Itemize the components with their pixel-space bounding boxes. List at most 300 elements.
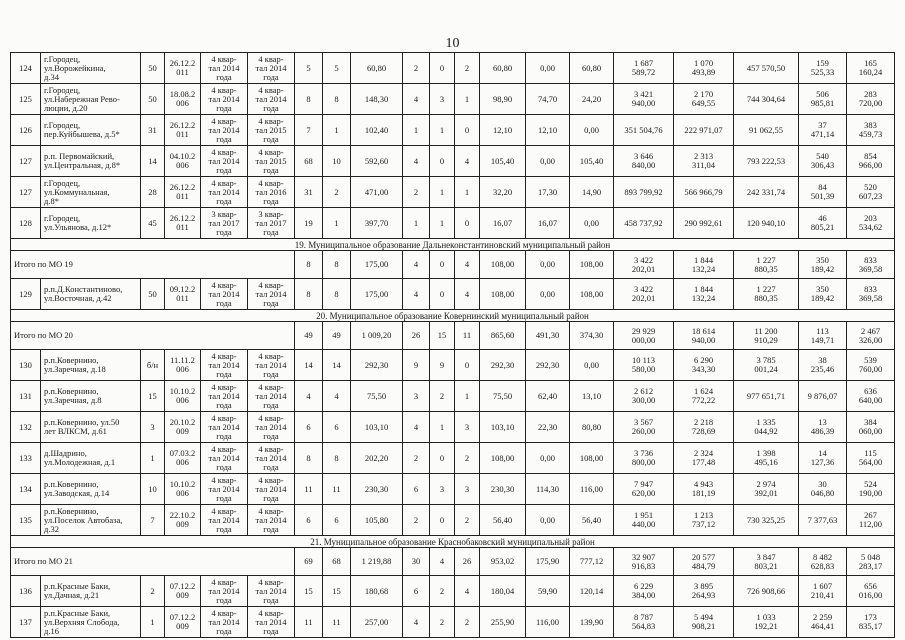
value-cell: 4 xyxy=(403,279,430,310)
value-cell: 2 324 177,48 xyxy=(674,443,734,474)
value-cell: 105,40 xyxy=(480,146,526,177)
value-cell: 15 xyxy=(295,576,323,607)
address-cell: р.п.Ковернино, ул.Заречная, д.8 xyxy=(41,381,141,412)
value-cell: 2 xyxy=(403,177,430,208)
value-cell: 60,80 xyxy=(351,53,403,84)
value-cell: 16,07 xyxy=(480,208,526,239)
value-cell: 4 xyxy=(403,84,430,115)
value-cell: 30 046,80 xyxy=(799,474,847,505)
value-cell: 75,50 xyxy=(480,381,526,412)
end-period-cell: 4 квар- тал 2014 года xyxy=(248,412,295,443)
year-cell: 10 xyxy=(141,474,165,505)
value-cell: 2 xyxy=(403,443,430,474)
row-number-cell: 126 xyxy=(11,115,41,146)
table-row xyxy=(11,146,895,177)
value-cell: 8 xyxy=(295,279,323,310)
value-cell: 7 xyxy=(295,115,323,146)
value-cell: 6 xyxy=(295,505,323,536)
start-period-cell: 4 квар- тал 2014 года xyxy=(201,474,248,505)
value-cell: 0 xyxy=(455,208,480,239)
value-cell: 1 624 772,22 xyxy=(674,381,734,412)
end-period-cell: 4 квар- тал 2014 года xyxy=(248,474,295,505)
value-cell: 7 947 620,00 xyxy=(614,474,674,505)
total-label: Итого по МО 19 xyxy=(11,251,295,279)
value-cell: 202,20 xyxy=(351,443,403,474)
value-cell: 4 xyxy=(455,279,480,310)
address-cell: г.Городец, ул.Набережная Рево- люции, д.20 xyxy=(41,84,141,115)
year-cell: 1 xyxy=(141,607,165,638)
value-cell: 8 xyxy=(323,84,351,115)
address-cell: г.Городец, ул.Ворожейкина, д.34 xyxy=(41,53,141,84)
start-period-cell: 4 квар- тал 2014 года xyxy=(201,84,248,115)
value-cell: 19 xyxy=(295,208,323,239)
value-cell: 3 785 001,24 xyxy=(734,350,799,381)
value-cell: 1 xyxy=(455,177,480,208)
value-cell: 68 xyxy=(323,548,351,576)
address-cell: р.п.Ковернино, ул.Заречная, д.18 xyxy=(41,350,141,381)
value-cell: 5 494 908,21 xyxy=(674,607,734,638)
value-cell: 18 614 940,00 xyxy=(674,322,734,350)
start-period-cell: 4 квар- тал 2014 года xyxy=(201,443,248,474)
year-cell: 2 xyxy=(141,576,165,607)
value-cell: 1 687 589,72 xyxy=(614,53,674,84)
year-cell: 50 xyxy=(141,53,165,84)
value-cell: 30 xyxy=(403,548,430,576)
table-row xyxy=(11,505,895,536)
value-cell: 1 398 495,16 xyxy=(734,443,799,474)
value-cell: 2 467 326,00 xyxy=(847,322,895,350)
value-cell: 24,20 xyxy=(570,84,614,115)
value-cell: 350 189,42 xyxy=(799,251,847,279)
value-cell: 292,30 xyxy=(351,350,403,381)
value-cell: 37 471,14 xyxy=(799,115,847,146)
value-cell: 9 876,07 xyxy=(799,381,847,412)
value-cell: 777,12 xyxy=(570,548,614,576)
value-cell: 175,90 xyxy=(526,548,570,576)
start-period-cell: 3 квар- тал 2017 года xyxy=(201,208,248,239)
value-cell: 865,60 xyxy=(480,322,526,350)
table-row xyxy=(11,208,895,239)
value-cell: 68 xyxy=(295,146,323,177)
section-header-row xyxy=(11,536,895,548)
value-cell: 180,04 xyxy=(480,576,526,607)
value-cell: 1 xyxy=(455,381,480,412)
date-cell: 22.10.2 009 xyxy=(165,505,201,536)
value-cell: 113 149,71 xyxy=(799,322,847,350)
value-cell: 8 xyxy=(323,279,351,310)
value-cell: 1 xyxy=(403,208,430,239)
value-cell: 91 062,55 xyxy=(734,115,799,146)
address-cell: г.Городец, ул.Коммунальная, д.8* xyxy=(41,177,141,208)
value-cell: 383 459,73 xyxy=(847,115,895,146)
value-cell: 222 971,07 xyxy=(674,115,734,146)
value-cell: 84 501,39 xyxy=(799,177,847,208)
value-cell: 11 xyxy=(295,607,323,638)
value-cell: 1 xyxy=(430,177,455,208)
value-cell: 566 966,79 xyxy=(674,177,734,208)
value-cell: 6 xyxy=(403,474,430,505)
address-cell: г.Городец, ул.Ульянова, д.12* xyxy=(41,208,141,239)
table-row xyxy=(11,474,895,505)
value-cell: 2 xyxy=(455,505,480,536)
value-cell: 3 xyxy=(430,474,455,505)
address-cell: р.п. Первомайский, ул.Центральная, д.8* xyxy=(41,146,141,177)
value-cell: 6 xyxy=(403,576,430,607)
value-cell: 4 xyxy=(430,548,455,576)
value-cell: 203 534,62 xyxy=(847,208,895,239)
value-cell: 108,00 xyxy=(570,251,614,279)
value-cell: 8 xyxy=(295,84,323,115)
page-number: 10 xyxy=(445,36,460,51)
value-cell: 103,10 xyxy=(351,412,403,443)
resettlement-table xyxy=(10,52,895,638)
value-cell: 4 xyxy=(455,251,480,279)
value-cell: 26 xyxy=(455,548,480,576)
value-cell: 2 xyxy=(323,177,351,208)
date-cell: 20.10.2 009 xyxy=(165,412,201,443)
value-cell: 105,40 xyxy=(570,146,614,177)
value-cell: 12,10 xyxy=(480,115,526,146)
value-cell: 0,00 xyxy=(570,115,614,146)
value-cell: 730 325,25 xyxy=(734,505,799,536)
value-cell: 292,30 xyxy=(526,350,570,381)
value-cell: 60,80 xyxy=(570,53,614,84)
date-cell: 09.12.2 011 xyxy=(165,279,201,310)
value-cell: 173 835,17 xyxy=(847,607,895,638)
value-cell: 49 xyxy=(323,322,351,350)
value-cell: 3 422 202,01 xyxy=(614,251,674,279)
value-cell: 539 760,00 xyxy=(847,350,895,381)
value-cell: 0 xyxy=(430,251,455,279)
value-cell: 3 646 840,00 xyxy=(614,146,674,177)
value-cell: 108,00 xyxy=(480,443,526,474)
value-cell: 180,68 xyxy=(351,576,403,607)
value-cell: 350 189,42 xyxy=(799,279,847,310)
address-cell: р.п.Д.Константиново, ул.Восточная, д.42 xyxy=(41,279,141,310)
end-period-cell: 4 квар- тал 2015 года xyxy=(248,115,295,146)
value-cell: 2 974 392,01 xyxy=(734,474,799,505)
value-cell: 0,00 xyxy=(526,443,570,474)
end-period-cell: 4 квар- тал 2014 года xyxy=(248,576,295,607)
value-cell: 5 xyxy=(323,53,351,84)
value-cell: 4 xyxy=(403,251,430,279)
value-cell: 255,90 xyxy=(480,607,526,638)
value-cell: 13,10 xyxy=(570,381,614,412)
value-cell: 0 xyxy=(455,350,480,381)
value-cell: 59,90 xyxy=(526,576,570,607)
table-row xyxy=(11,443,895,474)
table-row xyxy=(11,412,895,443)
date-cell: 10.10.2 006 xyxy=(165,381,201,412)
value-cell: 175,00 xyxy=(351,251,403,279)
value-cell: 74,70 xyxy=(526,84,570,115)
value-cell: 1 070 493,89 xyxy=(674,53,734,84)
section-title: 20. Муниципальное образование Ковернинский муниципальный район xyxy=(11,310,895,322)
value-cell: 4 943 181,19 xyxy=(674,474,734,505)
value-cell: 102,40 xyxy=(351,115,403,146)
value-cell: 592,60 xyxy=(351,146,403,177)
value-cell: 60,80 xyxy=(480,53,526,84)
value-cell: 2 313 311,04 xyxy=(674,146,734,177)
total-label: Итого по МО 21 xyxy=(11,548,295,576)
value-cell: 230,30 xyxy=(480,474,526,505)
value-cell: 75,50 xyxy=(351,381,403,412)
value-cell: 115 564,00 xyxy=(847,443,895,474)
value-cell: 6 290 343,30 xyxy=(674,350,734,381)
value-cell: 56,40 xyxy=(480,505,526,536)
value-cell: 6 xyxy=(323,505,351,536)
address-cell: р.п.Ковернино, ул.50 лет ВЛКСМ, д.61 xyxy=(41,412,141,443)
value-cell: 471,00 xyxy=(351,177,403,208)
value-cell: 257,00 xyxy=(351,607,403,638)
end-period-cell: 4 квар- тал 2016 года xyxy=(248,177,295,208)
value-cell: 833 369,58 xyxy=(847,279,895,310)
value-cell: 3 736 800,00 xyxy=(614,443,674,474)
value-cell: 29 929 000,00 xyxy=(614,322,674,350)
value-cell: 1 844 132,24 xyxy=(674,251,734,279)
date-cell: 11.11.2 006 xyxy=(165,350,201,381)
start-period-cell: 4 квар- тал 2014 года xyxy=(201,505,248,536)
value-cell: 0 xyxy=(430,279,455,310)
value-cell: 242 331,74 xyxy=(734,177,799,208)
address-cell: р.п.Ковернино, ул.Поселок Автобаза, д.32 xyxy=(41,505,141,536)
value-cell: 20 577 484,79 xyxy=(674,548,734,576)
value-cell: 120 940,10 xyxy=(734,208,799,239)
value-cell: 8 xyxy=(323,251,351,279)
value-cell: 4 xyxy=(455,576,480,607)
value-cell: 22,30 xyxy=(526,412,570,443)
value-cell: 103,10 xyxy=(480,412,526,443)
value-cell: 1 009,20 xyxy=(351,322,403,350)
start-period-cell: 4 квар- тал 2014 года xyxy=(201,576,248,607)
date-cell: 10.10.2 006 xyxy=(165,474,201,505)
year-cell: б/н xyxy=(141,350,165,381)
value-cell: 267 112,00 xyxy=(847,505,895,536)
value-cell: 2 xyxy=(430,607,455,638)
section-header-row xyxy=(11,310,895,322)
row-number-cell: 137 xyxy=(11,607,41,638)
date-cell: 26.12.2 011 xyxy=(165,177,201,208)
value-cell: 3 847 803,21 xyxy=(734,548,799,576)
value-cell: 0 xyxy=(430,53,455,84)
value-cell: 2 218 728,69 xyxy=(674,412,734,443)
value-cell: 1 213 737,12 xyxy=(674,505,734,536)
row-number-cell: 134 xyxy=(11,474,41,505)
value-cell: 14 xyxy=(323,350,351,381)
value-cell: 2 xyxy=(430,381,455,412)
value-cell: 32,20 xyxy=(480,177,526,208)
end-period-cell: 4 квар- тал 2014 года xyxy=(248,607,295,638)
value-cell: 4 xyxy=(295,381,323,412)
end-period-cell: 4 квар- тал 2015 года xyxy=(248,146,295,177)
value-cell: 1 xyxy=(403,115,430,146)
year-cell: 50 xyxy=(141,84,165,115)
value-cell: 9 xyxy=(403,350,430,381)
value-cell: 15 xyxy=(323,576,351,607)
date-cell: 26.12.2 011 xyxy=(165,208,201,239)
value-cell: 1 951 440,00 xyxy=(614,505,674,536)
value-cell: 1 844 132,24 xyxy=(674,279,734,310)
value-cell: 2 xyxy=(430,576,455,607)
start-period-cell: 4 квар- тал 2014 года xyxy=(201,53,248,84)
value-cell: 11 xyxy=(455,322,480,350)
value-cell: 120,14 xyxy=(570,576,614,607)
table-row xyxy=(11,53,895,84)
total-row xyxy=(11,322,895,350)
value-cell: 656 016,00 xyxy=(847,576,895,607)
end-period-cell: 4 квар- тал 2014 года xyxy=(248,53,295,84)
value-cell: 491,30 xyxy=(526,322,570,350)
value-cell: 62,40 xyxy=(526,381,570,412)
value-cell: 953,02 xyxy=(480,548,526,576)
start-period-cell: 4 квар- тал 2014 года xyxy=(201,350,248,381)
value-cell: 283 720,00 xyxy=(847,84,895,115)
value-cell: 1 607 210,41 xyxy=(799,576,847,607)
value-cell: 17,30 xyxy=(526,177,570,208)
date-cell: 26.12.2 011 xyxy=(165,53,201,84)
end-period-cell: 4 квар- тал 2014 года xyxy=(248,350,295,381)
end-period-cell: 4 квар- тал 2014 года xyxy=(248,443,295,474)
value-cell: 15 xyxy=(430,322,455,350)
address-cell: р.п.Красные Баки, ул.Дачная, д.21 xyxy=(41,576,141,607)
start-period-cell: 4 квар- тал 2014 года xyxy=(201,412,248,443)
value-cell: 292,30 xyxy=(480,350,526,381)
year-cell: 7 xyxy=(141,505,165,536)
end-period-cell: 4 квар- тал 2014 года xyxy=(248,84,295,115)
row-number-cell: 124 xyxy=(11,53,41,84)
value-cell: 3 xyxy=(403,381,430,412)
value-cell: 1 xyxy=(323,208,351,239)
value-cell: 3 xyxy=(455,412,480,443)
value-cell: 10 xyxy=(323,146,351,177)
total-row xyxy=(11,548,895,576)
year-cell: 1 xyxy=(141,443,165,474)
start-period-cell: 4 квар- тал 2014 года xyxy=(201,381,248,412)
value-cell: 4 xyxy=(403,607,430,638)
row-number-cell: 125 xyxy=(11,84,41,115)
row-number-cell: 136 xyxy=(11,576,41,607)
value-cell: 1 219,88 xyxy=(351,548,403,576)
start-period-cell: 4 квар- тал 2014 года xyxy=(201,115,248,146)
value-cell: 1 xyxy=(323,115,351,146)
value-cell: 2 xyxy=(403,53,430,84)
value-cell: 11 200 910,29 xyxy=(734,322,799,350)
date-cell: 18.08.2 006 xyxy=(165,84,201,115)
value-cell: 3 895 264,93 xyxy=(674,576,734,607)
end-period-cell: 4 квар- тал 2014 года xyxy=(248,505,295,536)
value-cell: 458 737,92 xyxy=(614,208,674,239)
value-cell: 9 xyxy=(430,350,455,381)
value-cell: 6 229 384,00 xyxy=(614,576,674,607)
row-number-cell: 133 xyxy=(11,443,41,474)
value-cell: 636 640,00 xyxy=(847,381,895,412)
value-cell: 0,00 xyxy=(526,251,570,279)
year-cell: 28 xyxy=(141,177,165,208)
value-cell: 4 xyxy=(403,412,430,443)
year-cell: 14 xyxy=(141,146,165,177)
row-number-cell: 127 xyxy=(11,146,41,177)
value-cell: 8 xyxy=(295,443,323,474)
start-period-cell: 4 квар- тал 2014 года xyxy=(201,607,248,638)
start-period-cell: 4 квар- тал 2014 года xyxy=(201,279,248,310)
row-number-cell: 132 xyxy=(11,412,41,443)
value-cell: 8 xyxy=(295,251,323,279)
value-cell: 14 xyxy=(295,350,323,381)
value-cell: 8 xyxy=(323,443,351,474)
address-cell: р.п.Ковернино, ул.Заводская, д.14 xyxy=(41,474,141,505)
section-title: 21. Муниципальное образование Краснобаковский муниципальный район xyxy=(11,536,895,548)
value-cell: 108,00 xyxy=(570,279,614,310)
table-row xyxy=(11,279,895,310)
year-cell: 15 xyxy=(141,381,165,412)
address-cell: д.Шадрино, ул.Молодежная, д.1 xyxy=(41,443,141,474)
value-cell: 11 xyxy=(323,607,351,638)
value-cell: 0 xyxy=(430,146,455,177)
table-row xyxy=(11,84,895,115)
value-cell: 3 xyxy=(430,84,455,115)
value-cell: 14 127,36 xyxy=(799,443,847,474)
end-period-cell: 4 квар- тал 2014 года xyxy=(248,279,295,310)
value-cell: 105,80 xyxy=(351,505,403,536)
address-cell: р.п.Красные Баки, ул.Верхняя Слобода, д.16 xyxy=(41,607,141,638)
value-cell: 56,40 xyxy=(570,505,614,536)
value-cell: 165 160,24 xyxy=(847,53,895,84)
value-cell: 1 xyxy=(455,84,480,115)
value-cell: 2 259 464,41 xyxy=(799,607,847,638)
value-cell: 2 xyxy=(403,505,430,536)
end-period-cell: 3 квар- тал 2017 года xyxy=(248,208,295,239)
year-cell: 3 xyxy=(141,412,165,443)
value-cell: 351 504,76 xyxy=(614,115,674,146)
value-cell: 3 567 260,00 xyxy=(614,412,674,443)
value-cell: 5 xyxy=(295,53,323,84)
value-cell: 744 304,64 xyxy=(734,84,799,115)
value-cell: 8 482 628,83 xyxy=(799,548,847,576)
value-cell: 175,00 xyxy=(351,279,403,310)
value-cell: 16,07 xyxy=(526,208,570,239)
value-cell: 14,90 xyxy=(570,177,614,208)
value-cell: 540 306,43 xyxy=(799,146,847,177)
value-cell: 38 235,46 xyxy=(799,350,847,381)
value-cell: 793 222,53 xyxy=(734,146,799,177)
value-cell: 46 805,21 xyxy=(799,208,847,239)
date-cell: 07.03.2 006 xyxy=(165,443,201,474)
table-row xyxy=(11,576,895,607)
value-cell: 1 227 880,35 xyxy=(734,251,799,279)
row-number-cell: 127 xyxy=(11,177,41,208)
table-row xyxy=(11,177,895,208)
table-row xyxy=(11,381,895,412)
start-period-cell: 4 квар- тал 2014 года xyxy=(201,146,248,177)
row-number-cell: 135 xyxy=(11,505,41,536)
value-cell: 854 966,00 xyxy=(847,146,895,177)
value-cell: 2 xyxy=(455,53,480,84)
table-row xyxy=(11,607,895,638)
value-cell: 1 xyxy=(430,208,455,239)
value-cell: 977 651,71 xyxy=(734,381,799,412)
value-cell: 893 799,92 xyxy=(614,177,674,208)
value-cell: 5 048 283,17 xyxy=(847,548,895,576)
year-cell: 50 xyxy=(141,279,165,310)
value-cell: 7 377,63 xyxy=(799,505,847,536)
value-cell: 230,30 xyxy=(351,474,403,505)
value-cell: 3 xyxy=(455,474,480,505)
row-number-cell: 128 xyxy=(11,208,41,239)
value-cell: 520 607,23 xyxy=(847,177,895,208)
value-cell: 114,30 xyxy=(526,474,570,505)
value-cell: 108,00 xyxy=(480,279,526,310)
value-cell: 1 335 044,92 xyxy=(734,412,799,443)
